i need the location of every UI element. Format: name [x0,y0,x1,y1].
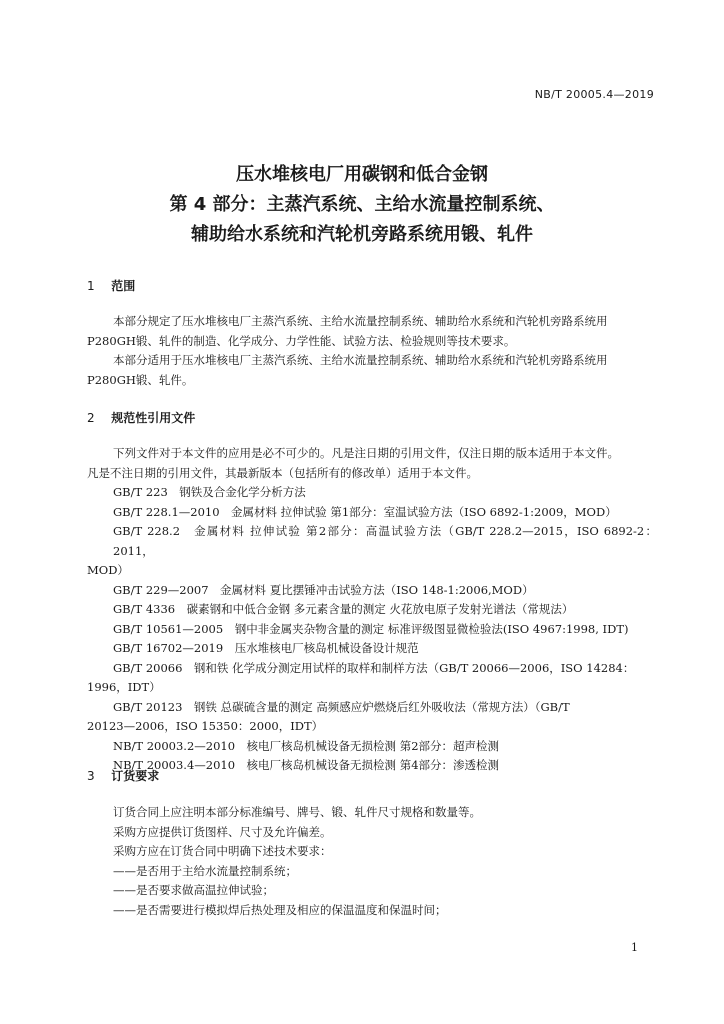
s2-intro-line2: 凡是不注日期的引用文件，其最新版本（包括所有的修改单）适用于本文件。 [87,465,478,480]
s2-intro-line1: 下列文件对于本文件的应用是必不可少的。凡是注日期的引用文件，仅注日期的版本适用于本文件。 [113,446,619,460]
s3-line1: 订货合同上应注明本部分标准编号、牌号、锻、轧件尺寸规格和数量等。 [113,805,481,819]
s1-p1-line1: 本部分规定了压水堆核电厂主蒸汽系统、主给水流量控制系统、辅助给水系统和汽轮机旁路系统用 [113,314,608,328]
reference-item: GB/T 16702—2019 压水堆核电厂核岛机械设备设计规范 [113,641,419,655]
s3-line6: ——是否需要进行模拟焊后热处理及相应的保温温度和保温时间； [113,902,447,917]
section-3-heading [87,767,159,784]
section-3-number: 3 [87,769,95,783]
page-number: 1 [631,941,638,954]
reference-item: GB/T 10561—2005 钢中非金属夹杂物含量的测定 标准评级图显微检验法(ISO 4967:1998, IDT) [113,621,629,636]
section-3-body [87,803,657,920]
document-title [60,160,664,250]
title-line-1: 压水堆核电厂用碳钢和低合金钢 [236,164,488,185]
reference-item-cont: 20123—2006，ISO 15350：2000，IDT） [87,719,324,733]
reference-item: GB/T 229—2007 金属材料 夏比摆锤冲击试验方法（ISO 148-1:2006,MOD） [113,582,534,597]
s3-line4: ——是否用于主给水流量控制系统； [113,863,297,878]
s1-p1-line2: P280GH锻、轧件的制造、化学成分、力学性能、试验方法、检验规则等技术要求。 [87,333,516,348]
s1-p2-line1: 本部分适用于压水堆核电厂主蒸汽系统、主给水流量控制系统、辅助给水系统和汽轮机旁路系统用 [113,353,608,367]
reference-item: NB/T 20003.4—2010 核电厂核岛机械设备无损检测 第4部分：渗透检测 [113,758,500,772]
standard-code: NB/T 20005.4—2019 [534,88,654,101]
s3-line2: 采购方应提供订货图样、尺寸及允许偏差。 [113,824,332,839]
reference-item-cont: 1996，IDT） [87,680,161,694]
reference-item: GB/T 4336 碳素钢和中低合金钢 多元素含量的测定 火花放电原子发射光谱法（常规法） [113,602,574,616]
section-2-number: 2 [87,411,95,425]
section-2-body [87,444,657,776]
reference-item-cont: MOD） [87,563,129,577]
reference-item: GB/T 228.1—2010 金属材料 拉伸试验 第1部分：室温试验方法（ISO 6892-1:2009，MOD） [113,504,617,519]
title-line-2: 第 4 部分：主蒸汽系统、主给水流量控制系统、 [169,194,555,215]
section-1-body [87,312,657,390]
reference-item: GB/T 20066 钢和铁 化学成分测定用试样的取样和制样方法（GB/T 20066—2006，ISO 14284： [113,660,635,675]
reference-item: NB/T 20003.2—2010 核电厂核岛机械设备无损检测 第2部分：超声检测 [113,738,500,753]
section-2-title: 规范性引用文件 [111,411,196,425]
section-1-number: 1 [87,279,95,293]
reference-item: GB/T 228.2 金属材料 拉伸试验 第2部分：高温试验方法（GB/T 228.2—2015，ISO 6892-2：2011， [113,524,657,558]
section-1-heading [87,277,135,294]
section-3-title: 订货要求 [111,769,160,783]
reference-item: GB/T 20123 钢铁 总碳硫含量的测定 高频感应炉燃烧后红外吸收法（常规方法）（GB/T [113,699,570,714]
reference-item: GB/T 223 钢铁及合金化学分析方法 [113,485,306,499]
s1-p2-line2: P280GH锻、轧件。 [87,372,194,387]
section-2-heading [87,409,195,426]
s3-line5: ——是否要求做高温拉伸试验； [113,883,274,897]
section-1-title: 范围 [111,279,136,293]
title-line-3: 辅助给水系统和汽轮机旁路系统用锻、轧件 [191,224,533,245]
s3-line3: 采购方应在订货合同中明确下述技术要求： [113,844,332,858]
